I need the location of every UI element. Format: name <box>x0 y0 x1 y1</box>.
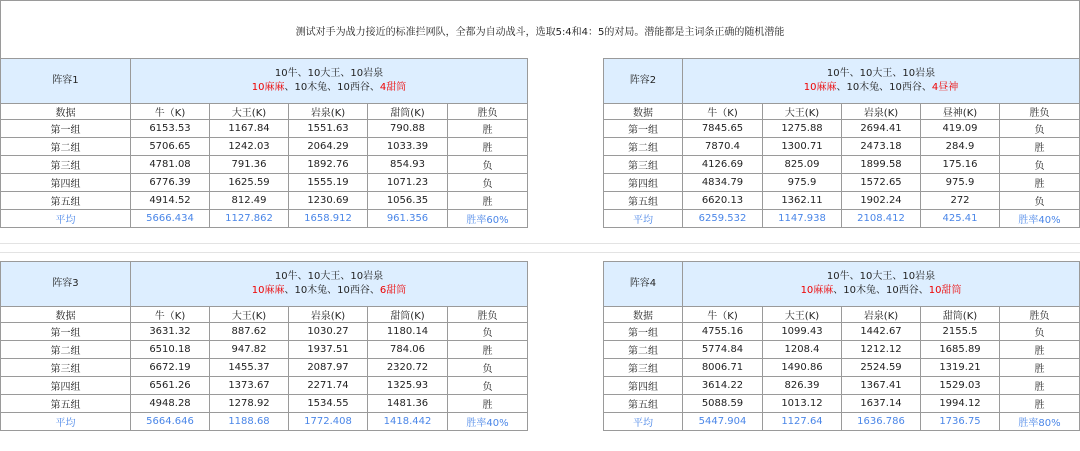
table-cell: 胜 <box>448 120 528 138</box>
average-cell: 425.41 <box>921 210 1000 228</box>
column-header: 岩泉(K) <box>842 104 921 120</box>
composition-highlight: 10麻麻 <box>800 285 834 296</box>
table-cell: 2473.18 <box>842 138 921 156</box>
table-cell: 1319.21 <box>921 359 1000 377</box>
lineup-table-4 <box>603 261 1080 431</box>
table-cell: 负 <box>1000 323 1080 341</box>
average-cell: 1127.64 <box>763 413 842 431</box>
table-cell: 854.93 <box>368 156 448 174</box>
table-cell: 负 <box>448 323 528 341</box>
column-header-row <box>604 307 1080 323</box>
table-cell: 3631.32 <box>131 323 210 341</box>
column-header: 牛（K) <box>131 307 210 323</box>
table-row <box>1 341 528 359</box>
average-row <box>604 413 1080 431</box>
table-cell: 2155.5 <box>921 323 1000 341</box>
table-cell: 1490.86 <box>763 359 842 377</box>
composition-text: 、10木兔、10西谷、 <box>833 285 929 296</box>
column-header: 大王(K) <box>210 307 289 323</box>
column-header: 数据 <box>1 307 131 323</box>
table-cell: 1367.41 <box>842 377 921 395</box>
table-cell: 1455.37 <box>210 359 289 377</box>
table-cell: 胜 <box>448 192 528 210</box>
composition-line1: 10牛、10大王、10岩泉 <box>274 68 384 79</box>
table-cell: 1013.12 <box>763 395 842 413</box>
table-row <box>1 174 528 192</box>
average-cell: 1188.68 <box>210 413 289 431</box>
average-cell: 5664.646 <box>131 413 210 431</box>
table-cell: 负 <box>1000 192 1080 210</box>
column-header: 昼神(K) <box>921 104 1000 120</box>
composition-highlight: 4甜筒 <box>379 82 407 93</box>
table-cell: 第二组 <box>604 341 683 359</box>
table-cell: 第一组 <box>604 323 683 341</box>
average-cell: 1736.75 <box>921 413 1000 431</box>
table-row <box>1 192 528 210</box>
table-cell: 4948.28 <box>131 395 210 413</box>
average-cell: 平均 <box>604 413 683 431</box>
average-row <box>604 210 1080 228</box>
composition-highlight: 10麻麻 <box>251 285 285 296</box>
table-cell: 7870.4 <box>683 138 763 156</box>
table-cell: 1300.71 <box>763 138 842 156</box>
composition-line2 <box>131 284 527 298</box>
table-cell: 5088.59 <box>683 395 763 413</box>
composition-line2 <box>683 81 1079 95</box>
table-cell: 2524.59 <box>842 359 921 377</box>
column-header: 牛（K) <box>131 104 210 120</box>
table-cell: 1551.63 <box>289 120 368 138</box>
table-cell: 第一组 <box>1 120 131 138</box>
table-cell: 1167.84 <box>210 120 289 138</box>
column-header: 胜负 <box>1000 307 1080 323</box>
lineup-name: 阵容1 <box>1 59 131 104</box>
table-cell: 4781.08 <box>131 156 210 174</box>
column-header: 大王(K) <box>763 104 842 120</box>
column-header: 大王(K) <box>763 307 842 323</box>
table-cell: 1529.03 <box>921 377 1000 395</box>
table-cell: 负 <box>1000 156 1080 174</box>
table-cell: 6561.26 <box>131 377 210 395</box>
table-cell: 第四组 <box>604 377 683 395</box>
composition-highlight: 10麻麻 <box>803 82 837 93</box>
column-header: 胜负 <box>448 307 528 323</box>
table-cell: 第四组 <box>1 174 131 192</box>
table-cell: 胜 <box>1000 395 1080 413</box>
table-cell: 1208.4 <box>763 341 842 359</box>
average-cell: 1636.786 <box>842 413 921 431</box>
table-cell: 5774.84 <box>683 341 763 359</box>
table-cell: 第三组 <box>1 359 131 377</box>
table-cell: 负 <box>448 156 528 174</box>
table-cell: 284.9 <box>921 138 1000 156</box>
average-cell: 胜率60% <box>448 210 528 228</box>
average-cell: 5666.434 <box>131 210 210 228</box>
average-row <box>1 413 528 431</box>
composition-highlight: 6甜筒 <box>379 285 407 296</box>
composition-line2 <box>131 81 527 95</box>
table-cell: 胜 <box>1000 174 1080 192</box>
lineup-composition <box>131 262 528 307</box>
table-cell: 791.36 <box>210 156 289 174</box>
lineup-table-1 <box>0 58 528 228</box>
table-cell: 2694.41 <box>842 120 921 138</box>
table-cell: 1212.12 <box>842 341 921 359</box>
table-cell: 2320.72 <box>368 359 448 377</box>
table-cell: 胜 <box>448 138 528 156</box>
table-cell: 第二组 <box>1 138 131 156</box>
table-row <box>604 174 1080 192</box>
table-cell: 第二组 <box>1 341 131 359</box>
table-row <box>1 120 528 138</box>
table-cell: 1275.88 <box>763 120 842 138</box>
column-header-row <box>1 307 528 323</box>
table-cell: 第四组 <box>1 377 131 395</box>
table-cell: 6153.53 <box>131 120 210 138</box>
average-cell: 6259.532 <box>683 210 763 228</box>
average-cell: 胜率80% <box>1000 413 1080 431</box>
table-cell: 第一组 <box>604 120 683 138</box>
column-header: 岩泉(K) <box>289 104 368 120</box>
column-header: 数据 <box>604 104 683 120</box>
table-cell: 1278.92 <box>210 395 289 413</box>
table-cell: 6776.39 <box>131 174 210 192</box>
table-cell: 4914.52 <box>131 192 210 210</box>
table-cell: 1625.59 <box>210 174 289 192</box>
column-header: 牛（K) <box>683 307 763 323</box>
column-header: 胜负 <box>448 104 528 120</box>
table-row <box>604 138 1080 156</box>
average-cell: 1418.442 <box>368 413 448 431</box>
table-row <box>1 359 528 377</box>
lineup-composition <box>683 59 1080 104</box>
page-title: 测试对手为战力接近的标准拦网队，全都为自动战斗，选取5:4和4：5的对局。潜能都是主词条正确的随机潜能 <box>0 0 1080 59</box>
table-cell: 第五组 <box>604 192 683 210</box>
table-cell: 812.49 <box>210 192 289 210</box>
table-row <box>604 120 1080 138</box>
table-cell: 胜 <box>448 341 528 359</box>
lineup-table-2 <box>603 58 1080 228</box>
table-cell: 第一组 <box>1 323 131 341</box>
table-cell: 1892.76 <box>289 156 368 174</box>
table-cell: 第五组 <box>1 395 131 413</box>
lineup-composition <box>131 59 528 104</box>
table-cell: 负 <box>1000 120 1080 138</box>
table-cell: 5706.65 <box>131 138 210 156</box>
table-cell: 1937.51 <box>289 341 368 359</box>
table-cell: 2064.29 <box>289 138 368 156</box>
table-cell: 第五组 <box>604 395 683 413</box>
table-cell: 2271.74 <box>289 377 368 395</box>
table-cell: 胜 <box>1000 359 1080 377</box>
table-cell: 6672.19 <box>131 359 210 377</box>
column-header: 甜筒(K) <box>368 307 448 323</box>
column-header: 大王(K) <box>210 104 289 120</box>
composition-text: 、10木兔、10西谷、 <box>836 82 932 93</box>
composition-line1: 10牛、10大王、10岩泉 <box>826 271 936 282</box>
table-cell: 胜 <box>448 395 528 413</box>
average-cell: 1658.912 <box>289 210 368 228</box>
table-cell: 1572.65 <box>842 174 921 192</box>
average-cell: 961.356 <box>368 210 448 228</box>
table-cell: 1230.69 <box>289 192 368 210</box>
column-header: 甜筒(K) <box>368 104 448 120</box>
table-row <box>604 359 1080 377</box>
table-cell: 784.06 <box>368 341 448 359</box>
table-cell: 175.16 <box>921 156 1000 174</box>
table-row <box>604 323 1080 341</box>
table-cell: 826.39 <box>763 377 842 395</box>
table-cell: 胜 <box>1000 138 1080 156</box>
table-cell: 第三组 <box>604 156 683 174</box>
composition-highlight: 10麻麻 <box>251 82 285 93</box>
table-row <box>604 395 1080 413</box>
grid-line <box>0 243 1080 244</box>
table-cell: 1555.19 <box>289 174 368 192</box>
average-cell: 1147.938 <box>763 210 842 228</box>
table-cell: 947.82 <box>210 341 289 359</box>
table-cell: 1442.67 <box>842 323 921 341</box>
table-cell: 4126.69 <box>683 156 763 174</box>
table-cell: 第二组 <box>604 138 683 156</box>
table-cell: 第五组 <box>1 192 131 210</box>
table-cell: 1242.03 <box>210 138 289 156</box>
table-cell: 1481.36 <box>368 395 448 413</box>
column-header: 岩泉(K) <box>289 307 368 323</box>
table-cell: 3614.22 <box>683 377 763 395</box>
composition-text: 、10木兔、10西谷、 <box>284 82 380 93</box>
composition-highlight: 4昼神 <box>931 82 959 93</box>
table-cell: 2087.97 <box>289 359 368 377</box>
table-row <box>1 323 528 341</box>
table-cell: 1994.12 <box>921 395 1000 413</box>
table-cell: 1902.24 <box>842 192 921 210</box>
table-cell: 272 <box>921 192 1000 210</box>
lineup-table-3 <box>0 261 528 431</box>
table-cell: 1899.58 <box>842 156 921 174</box>
table-cell: 负 <box>448 174 528 192</box>
table-cell: 1325.93 <box>368 377 448 395</box>
average-cell: 胜率40% <box>1000 210 1080 228</box>
table-row <box>604 192 1080 210</box>
table-cell: 4834.79 <box>683 174 763 192</box>
table-row <box>1 395 528 413</box>
lineup-composition <box>683 262 1080 307</box>
table-row <box>1 156 528 174</box>
table-cell: 1685.89 <box>921 341 1000 359</box>
table-cell: 419.09 <box>921 120 1000 138</box>
table-cell: 负 <box>448 377 528 395</box>
composition-line1: 10牛、10大王、10岩泉 <box>826 68 936 79</box>
lineup-name: 阵容3 <box>1 262 131 307</box>
composition-line2 <box>683 284 1079 298</box>
table-row <box>1 377 528 395</box>
average-cell: 1127.862 <box>210 210 289 228</box>
average-cell: 5447.904 <box>683 413 763 431</box>
table-row <box>604 377 1080 395</box>
table-cell: 胜 <box>1000 377 1080 395</box>
table-cell: 8006.71 <box>683 359 763 377</box>
table-cell: 6510.18 <box>131 341 210 359</box>
column-header: 甜筒(K) <box>921 307 1000 323</box>
table-cell: 1534.55 <box>289 395 368 413</box>
table-cell: 975.9 <box>921 174 1000 192</box>
average-cell: 1772.408 <box>289 413 368 431</box>
column-header: 胜负 <box>1000 104 1080 120</box>
table-cell: 负 <box>448 359 528 377</box>
table-cell: 1637.14 <box>842 395 921 413</box>
table-row <box>604 156 1080 174</box>
column-header: 牛（K) <box>683 104 763 120</box>
table-cell: 1099.43 <box>763 323 842 341</box>
table-cell: 1362.11 <box>763 192 842 210</box>
average-cell: 平均 <box>1 413 131 431</box>
table-row <box>604 341 1080 359</box>
table-cell: 1180.14 <box>368 323 448 341</box>
average-row <box>1 210 528 228</box>
table-cell: 第四组 <box>604 174 683 192</box>
table-cell: 887.62 <box>210 323 289 341</box>
average-cell: 平均 <box>604 210 683 228</box>
column-header: 岩泉(K) <box>842 307 921 323</box>
column-header: 数据 <box>1 104 131 120</box>
table-cell: 790.88 <box>368 120 448 138</box>
table-cell: 第三组 <box>1 156 131 174</box>
column-header-row <box>604 104 1080 120</box>
table-cell: 1071.23 <box>368 174 448 192</box>
composition-text: 、10木兔、10西谷、 <box>284 285 380 296</box>
lineup-name: 阵容4 <box>604 262 683 307</box>
average-cell: 平均 <box>1 210 131 228</box>
average-cell: 胜率40% <box>448 413 528 431</box>
table-cell: 1030.27 <box>289 323 368 341</box>
composition-line1: 10牛、10大王、10岩泉 <box>274 271 384 282</box>
lineup-name: 阵容2 <box>604 59 683 104</box>
table-cell: 825.09 <box>763 156 842 174</box>
table-cell: 6620.13 <box>683 192 763 210</box>
table-cell: 1056.35 <box>368 192 448 210</box>
table-cell: 1033.39 <box>368 138 448 156</box>
table-cell: 4755.16 <box>683 323 763 341</box>
table-cell: 975.9 <box>763 174 842 192</box>
table-cell: 胜 <box>1000 341 1080 359</box>
grid-line <box>0 252 1080 253</box>
table-cell: 7845.65 <box>683 120 763 138</box>
table-cell: 第三组 <box>604 359 683 377</box>
column-header-row <box>1 104 528 120</box>
table-row <box>1 138 528 156</box>
table-cell: 1373.67 <box>210 377 289 395</box>
average-cell: 2108.412 <box>842 210 921 228</box>
composition-highlight: 10甜筒 <box>928 285 962 296</box>
column-header: 数据 <box>604 307 683 323</box>
